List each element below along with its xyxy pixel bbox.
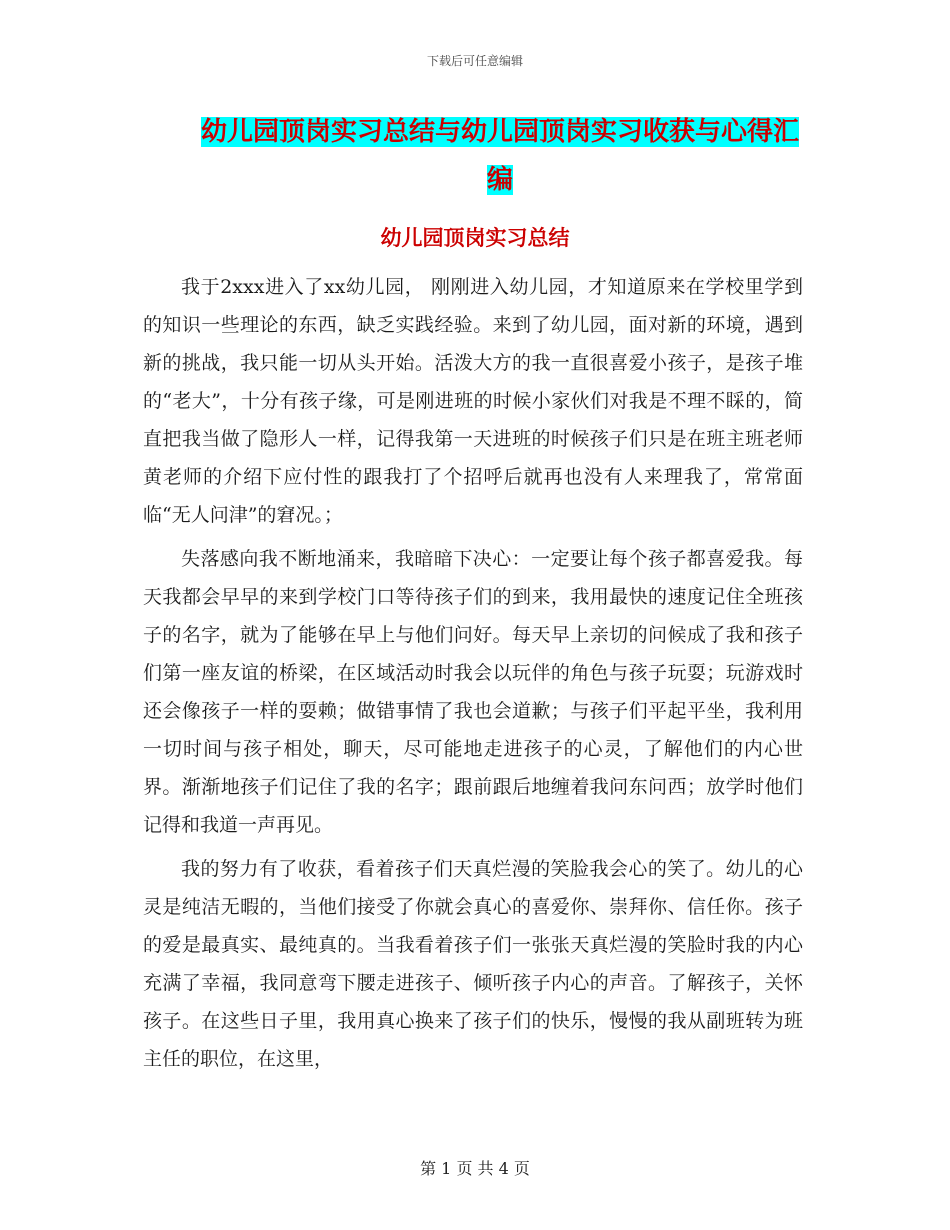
paragraph: 我于2xxx进入了xx幼儿园， 刚刚进入幼儿园，才知道原来在学校里学到的知识一些理论的东西，缺乏实践经验。来到了幼儿园，面对新的环境，遇到新的挑战，我只能一切从头开始。活泼大方的我一直很喜爱小孩子，是孩子堆的“老大”，十分有孩子缘，可是刚进班的时候小家伙们对我是不理不睬的，简直把我当做了隐形人一样，记得我第一天进班的时候孩子们只是在班主班老师黄老师的介绍下应付性的跟我打了个招呼后就再也没有人来理我了，常常面临“无人问津”的窘况。； [143, 276, 803, 526]
paragraph: 失落感向我不断地涌来，我暗暗下决心：一定要让每个孩子都喜爱我。每天我都会早早的来到学校门口等待孩子们的到来，我用最快的速度记住全班孩子的名字，就为了能够在早上与他们问好。每天早上亲切的问候成了我和孩子们第一座友谊的桥梁，在区域活动时我会以玩伴的角色与孩子玩耍；玩游戏时还会像孩子一样的耍赖；做错事情了我也会道歉；与孩子们平起平坐，我利用一切时间与孩子相处，聊天，尽可能地走进孩子的心灵，了解他们的内心世界。渐渐地孩子们记住了我的名字；跟前跟后地缠着我问东问西；放学时他们记得和我道一声再见。 [143, 548, 803, 836]
header-note: 下载后可任意编辑 [426, 54, 523, 68]
section-title: 幼儿园顶岗实习总结 [380, 226, 570, 250]
document-title [190, 108, 810, 204]
paragraph: 我的努力有了收获，看着孩子们天真烂漫的笑脸我会心的笑了。幼儿的心灵是纯洁无暇的，当他们接受了你就会真心的喜爱你、崇拜你、信任你。孩子的爱是最真实、最纯真的。当我看着孩子们一张张天真烂漫的笑脸时我的内心充满了幸福，我同意弯下腰走进孩子、倾听孩子内心的声音。了解孩子，关怀孩子。在这些日子里，我用真心换来了孩子们的快乐，慢慢的我从副班转为班主任的职位，在这里， [143, 858, 803, 1070]
document-title-text: 幼儿园顶岗实习总结与幼儿园顶岗实习收获与心得汇编 [200, 117, 799, 195]
page-footer: 第 1 页 共 4 页 [420, 1159, 530, 1178]
body-text [143, 268, 803, 1084]
